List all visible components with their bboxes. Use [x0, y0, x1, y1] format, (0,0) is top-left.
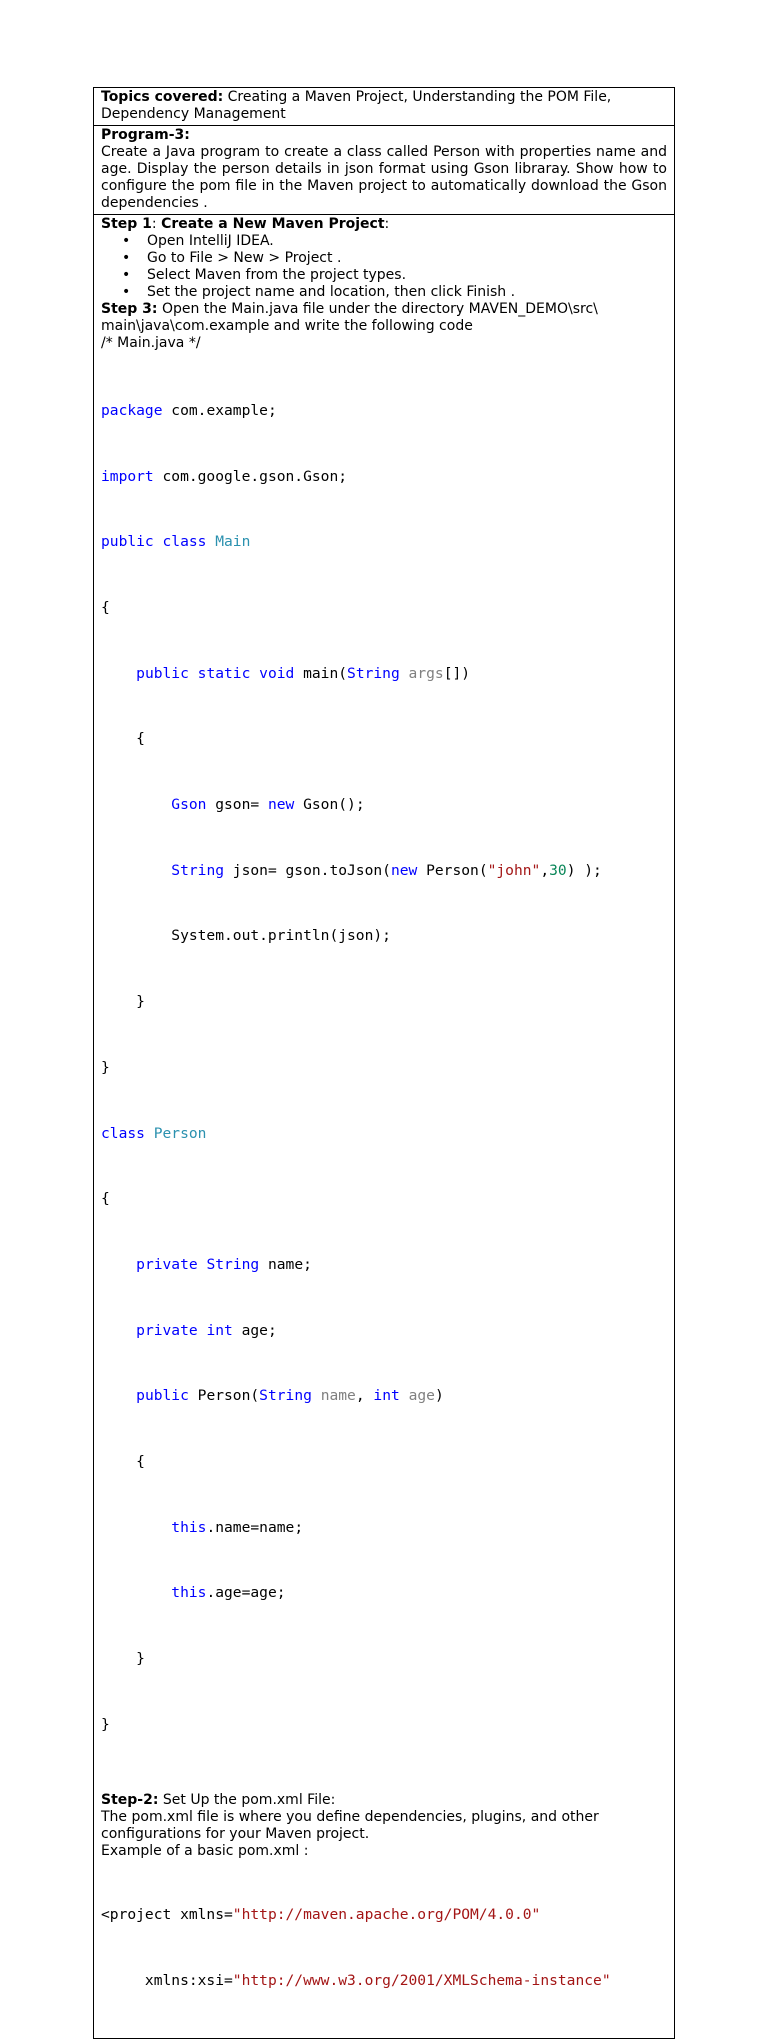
code-text: ): [434, 1387, 444, 1405]
list-item: • Select Maven from the project types.: [147, 267, 667, 284]
code-keyword: class: [101, 1124, 145, 1142]
code-keyword: int: [373, 1387, 400, 1405]
program-description: Create a Java program to create a class called Person with properties name and age. Display the person details in json format using Gson libraray. Show how to configure the pom file in the Maven project to automatically download the Gson dependencies .: [101, 144, 667, 211]
code-text: [206, 533, 215, 550]
code-line: [101, 1582, 667, 1604]
code-type: Person: [153, 1124, 207, 1142]
code-text: main(: [294, 664, 348, 682]
code-keyword: import: [101, 467, 154, 485]
code-line: [101, 466, 667, 488]
code-param: args: [408, 664, 444, 682]
code-text: ,: [355, 1387, 374, 1405]
code-text: [198, 1322, 207, 1339]
step2-description: The pom.xml file is where you define dependencies, plugins, and other configurations for your Maven project.: [101, 1808, 599, 1842]
code-line: [101, 531, 667, 553]
code-text: xmlns:xsi=: [101, 1972, 233, 1990]
file-comment: /* Main.java */: [101, 335, 201, 351]
code-indent: [101, 796, 171, 813]
document-table: [93, 87, 675, 2039]
code-text: Gson();: [294, 796, 365, 814]
code-type: Main: [215, 533, 251, 551]
topics-label: Topics covered:: [101, 89, 224, 105]
code-line: [101, 1970, 667, 1992]
code-line: }: [101, 1650, 145, 1668]
step2-heading: [101, 1792, 667, 1809]
code-type: Gson: [171, 796, 207, 814]
program-title: Program-3:: [101, 127, 190, 143]
code-type: String: [347, 664, 400, 682]
step1-list: [101, 233, 667, 301]
code-line: System.out.println(json);: [101, 927, 391, 945]
code-text: age;: [232, 1321, 277, 1339]
step3-label: Step 3:: [101, 301, 158, 317]
code-keyword: package: [101, 401, 163, 419]
code-line: {: [101, 1453, 145, 1471]
code-keyword: public class: [101, 533, 207, 551]
code-keyword: private: [136, 1321, 198, 1339]
code-line: [101, 1123, 667, 1145]
code-text: Person(: [188, 1387, 260, 1405]
code-indent: [101, 1519, 171, 1536]
step2-label: Step-2:: [101, 1791, 159, 1808]
code-keyword: int: [206, 1321, 233, 1339]
code-text: com.google.gson.Gson;: [153, 467, 348, 485]
xml-code-block: [101, 1861, 667, 2036]
code-line: [101, 794, 667, 816]
code-keyword: new: [390, 861, 418, 879]
code-line: [101, 1254, 667, 1276]
step1-heading: [101, 216, 667, 233]
code-text: [145, 1125, 154, 1142]
code-indent: [101, 665, 136, 682]
topics-text: Creating a Maven Project, Understanding the POM File, Dependency Management: [101, 89, 612, 122]
code-line: [101, 1517, 667, 1539]
code-text: .age=age;: [206, 1584, 286, 1602]
code-type: String: [259, 1387, 312, 1405]
code-line: [101, 1385, 667, 1407]
code-line: }: [101, 993, 145, 1011]
code-line: }: [101, 1715, 110, 1733]
code-text: []): [443, 664, 471, 682]
code-indent: [101, 1322, 136, 1339]
code-param: name: [320, 1387, 356, 1405]
code-text: [312, 1387, 321, 1404]
code-text: gson=: [206, 796, 268, 814]
topics-cell: [94, 88, 674, 125]
code-type: String: [206, 1255, 260, 1273]
code-param: age: [408, 1387, 435, 1405]
code-line: [101, 1904, 667, 1926]
code-text: Person(: [417, 861, 488, 879]
code-line: }: [101, 1058, 110, 1076]
step3-text: Open the Main.java file under the directory MAVEN_DEMO\src\ main\java\com.example and write the following code: [101, 301, 598, 334]
code-number: 30: [549, 861, 567, 879]
step1-label: Step 1: [101, 216, 152, 232]
code-text: [400, 1387, 409, 1404]
code-keyword: public: [136, 1387, 189, 1405]
code-keyword: public static void: [136, 664, 295, 682]
code-indent: [101, 1387, 136, 1404]
step2-title: Set Up the pom.xml File:: [158, 1791, 336, 1808]
list-item: • Set the project name and location, then click Finish .: [147, 284, 667, 301]
step1-title: Create a New Maven Project: [161, 216, 385, 232]
step1-sep: :: [151, 216, 162, 232]
code-line: [101, 860, 667, 882]
code-keyword: this: [171, 1518, 207, 1536]
steps-cell: [94, 214, 674, 2038]
code-text: <project xmlns=: [101, 1906, 233, 1924]
code-keyword: this: [171, 1584, 207, 1602]
code-text: [198, 1256, 207, 1273]
code-text: com.example;: [162, 401, 277, 419]
code-line: {: [101, 598, 110, 616]
code-text: name;: [259, 1255, 312, 1273]
list-item: • Open IntelliJ IDEA.: [147, 233, 667, 250]
code-text: .name=name;: [206, 1518, 304, 1536]
code-indent: [101, 862, 171, 879]
code-string: "http://maven.apache.org/POM/4.0.0": [232, 1906, 541, 1924]
code-string: "http://www.w3.org/2001/XMLSchema-instance": [232, 1972, 611, 1990]
code-keyword: new: [267, 796, 295, 814]
code-indent: [101, 1256, 136, 1273]
code-text: ,: [540, 861, 550, 879]
code-indent: [101, 1584, 171, 1601]
code-line: [101, 663, 667, 685]
code-text: ) );: [566, 861, 602, 879]
code-text: json= gson.toJson(: [224, 861, 391, 879]
code-keyword: private: [136, 1255, 198, 1273]
code-line: [101, 400, 667, 422]
step3-paragraph: [101, 301, 667, 335]
java-code-block: [101, 356, 667, 1780]
code-line: {: [101, 730, 145, 748]
step2-example-label: Example of a basic pom.xml :: [101, 1842, 309, 1859]
code-text: [400, 665, 409, 682]
program-cell: [94, 125, 674, 214]
code-type: String: [171, 861, 225, 879]
list-item: • Go to File > New > Project .: [147, 250, 667, 267]
spacer: [101, 1780, 667, 1792]
step1-colon: :: [384, 216, 390, 232]
code-string: "john": [487, 861, 541, 879]
code-line: [101, 1320, 667, 1342]
code-line: {: [101, 1190, 110, 1208]
